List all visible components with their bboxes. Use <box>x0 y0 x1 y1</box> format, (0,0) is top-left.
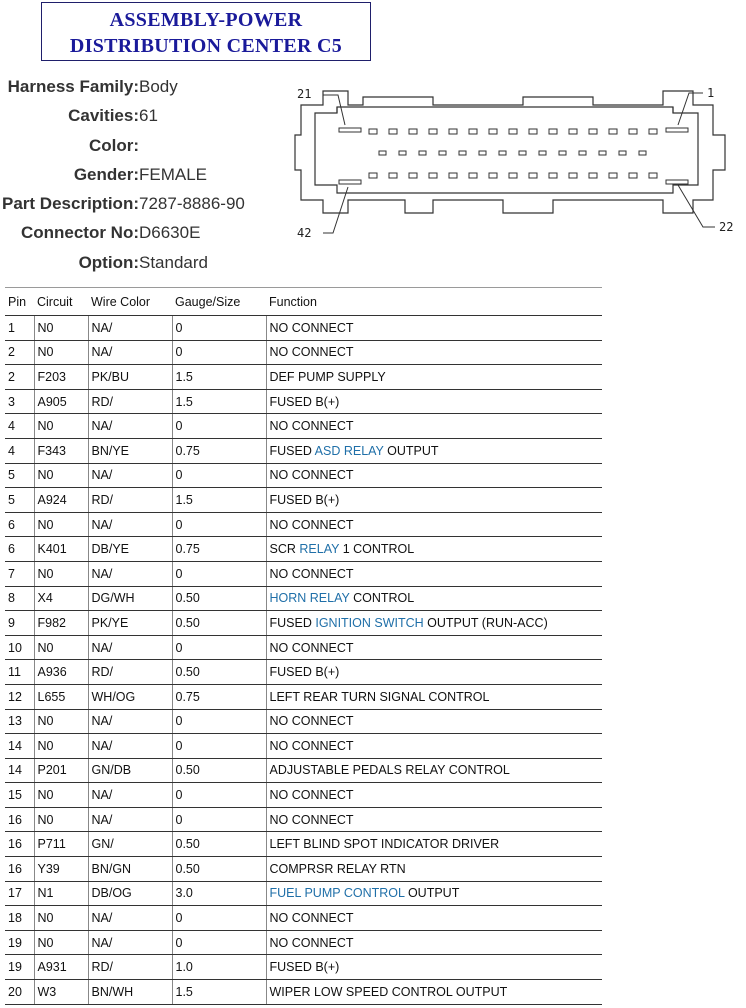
wire-color-cell: NA/ <box>88 561 172 586</box>
diagram-label-22: 22 <box>719 220 734 234</box>
function-cell <box>266 734 602 759</box>
cavity <box>509 173 517 178</box>
cavity <box>529 173 537 178</box>
pin-cell: 4 <box>5 414 34 439</box>
function-text: OUTPUT (RUN-ACC) <box>423 615 548 630</box>
function-text: WIPER LOW SPEED CONTROL OUTPUT <box>269 984 508 999</box>
table-row <box>5 635 602 660</box>
pin-cell: 3 <box>5 389 34 414</box>
circuit-cell: N0 <box>34 783 88 808</box>
table-row <box>5 684 602 709</box>
circuit-cell: F982 <box>34 611 88 636</box>
gauge-cell: 0.75 <box>172 684 266 709</box>
function-cell <box>266 832 602 857</box>
pin-cell: 15 <box>5 783 34 808</box>
wire-color-cell: BN/WH <box>88 980 172 1005</box>
function-text: NO CONNECT <box>269 788 354 803</box>
table-row <box>5 463 602 488</box>
function-text: NO CONNECT <box>269 419 354 434</box>
function-link[interactable]: IGNITION SWITCH <box>315 615 424 630</box>
function-cell <box>266 316 602 341</box>
title-line-1: ASSEMBLY-POWER <box>109 9 303 31</box>
pin-cell: 16 <box>5 807 34 832</box>
gauge-cell: 0 <box>172 734 266 759</box>
gauge-cell: 0 <box>172 463 266 488</box>
info-row-connector-no: Connector No:D6630E <box>20 223 201 243</box>
pin-cell: 13 <box>5 709 34 734</box>
pin-cell: 19 <box>5 955 34 980</box>
cavity <box>469 129 477 134</box>
circuit-cell: K401 <box>34 537 88 562</box>
function-text: NO CONNECT <box>269 640 354 655</box>
table-row <box>5 980 602 1005</box>
gauge-cell: 0.50 <box>172 611 266 636</box>
gauge-cell: 0 <box>172 340 266 365</box>
circuit-cell: A905 <box>34 389 88 414</box>
cavity <box>609 173 617 178</box>
wire-color-cell: NA/ <box>88 709 172 734</box>
cavity <box>499 151 506 155</box>
gauge-cell: 0 <box>172 906 266 931</box>
function-text: NO CONNECT <box>269 345 354 360</box>
cavity <box>559 151 566 155</box>
table-row <box>5 316 602 341</box>
gauge-cell: 0 <box>172 316 266 341</box>
circuit-cell: N0 <box>34 930 88 955</box>
wire-color-cell: NA/ <box>88 783 172 808</box>
table-row <box>5 955 602 980</box>
pin-cell: 14 <box>5 734 34 759</box>
diagram-label-21: 21 <box>297 87 312 101</box>
function-text: OUTPUT <box>383 443 439 458</box>
gauge-cell: 0 <box>172 635 266 660</box>
header-pin: Pin <box>5 288 34 316</box>
gauge-cell: 0 <box>172 783 266 808</box>
wire-color-cell: NA/ <box>88 635 172 660</box>
table-row <box>5 857 602 882</box>
pin-cell: 19 <box>5 930 34 955</box>
wire-color-cell: GN/ <box>88 832 172 857</box>
cavity <box>449 173 457 178</box>
cavity <box>369 129 377 134</box>
table-row <box>5 414 602 439</box>
table-row <box>5 611 602 636</box>
cavity <box>579 151 586 155</box>
function-cell <box>266 414 602 439</box>
table-row <box>5 512 602 537</box>
circuit-cell: P711 <box>34 832 88 857</box>
circuit-cell: N0 <box>34 709 88 734</box>
wire-color-cell: NA/ <box>88 930 172 955</box>
cavity <box>639 151 646 155</box>
function-text: FUSED B(+) <box>269 492 340 507</box>
cavity <box>489 129 497 134</box>
function-text: LEFT BLIND SPOT INDICATOR DRIVER <box>269 837 500 852</box>
wire-color-cell: DG/WH <box>88 586 172 611</box>
function-text: DEF PUMP SUPPLY <box>269 369 386 384</box>
wire-color-cell: PK/YE <box>88 611 172 636</box>
table-row <box>5 586 602 611</box>
function-cell <box>266 340 602 365</box>
table-row <box>5 709 602 734</box>
table-row <box>5 832 602 857</box>
table-row <box>5 438 602 463</box>
wire-color-cell: GN/DB <box>88 758 172 783</box>
pin-cell: 16 <box>5 857 34 882</box>
pin-cell: 14 <box>5 758 34 783</box>
title-line-2: DISTRIBUTION CENTER C5 <box>69 35 343 57</box>
cavity <box>649 129 657 134</box>
function-text: FUSED <box>269 443 315 458</box>
gauge-cell: 0.50 <box>172 832 266 857</box>
circuit-cell: A931 <box>34 955 88 980</box>
wire-color-cell: NA/ <box>88 512 172 537</box>
gauge-cell: 0.50 <box>172 586 266 611</box>
cavity <box>529 129 537 134</box>
circuit-cell: N0 <box>34 635 88 660</box>
function-text: SCR <box>269 542 300 557</box>
function-text: CONTROL <box>349 591 415 606</box>
pin-cell: 2 <box>5 340 34 365</box>
gauge-cell: 0 <box>172 414 266 439</box>
cavity <box>449 129 457 134</box>
pin-cell: 5 <box>5 488 34 513</box>
table-row <box>5 340 602 365</box>
cavity <box>409 129 417 134</box>
function-text: NO CONNECT <box>269 911 354 926</box>
function-text: FUSED B(+) <box>269 394 340 409</box>
wire-color-cell: RD/ <box>88 389 172 414</box>
circuit-cell: N0 <box>34 414 88 439</box>
circuit-cell: A924 <box>34 488 88 513</box>
function-text: FUSED <box>269 615 316 630</box>
diagram-label-42: 42 <box>297 226 312 240</box>
cavity <box>629 129 637 134</box>
cavity <box>369 173 377 178</box>
function-cell <box>266 537 602 562</box>
function-cell <box>266 783 602 808</box>
gauge-cell: 1.5 <box>172 365 266 390</box>
function-link[interactable]: HORN RELAY <box>269 591 350 606</box>
info-row-option: Option:Standard <box>78 252 208 272</box>
circuit-cell: F343 <box>34 438 88 463</box>
cavity <box>569 173 577 178</box>
function-cell <box>266 955 602 980</box>
cavity <box>629 173 637 178</box>
function-text: NO CONNECT <box>269 935 354 950</box>
info-row-part-description: Part Description:7287-8886-90 <box>2 194 245 214</box>
cavity <box>569 129 577 134</box>
cavity <box>409 173 417 178</box>
function-text: 1 CONTROL <box>339 542 415 557</box>
function-text: NO CONNECT <box>269 812 354 827</box>
gauge-cell: 0 <box>172 807 266 832</box>
table-row <box>5 488 602 513</box>
cavity <box>379 151 386 155</box>
wire-color-cell: BN/YE <box>88 438 172 463</box>
wire-color-cell: NA/ <box>88 340 172 365</box>
circuit-cell: N0 <box>34 807 88 832</box>
function-cell <box>266 586 602 611</box>
function-text: ADJUSTABLE PEDALS RELAY CONTROL <box>269 763 510 778</box>
info-row-gender: Gender:FEMALE <box>73 164 208 184</box>
gauge-cell: 0 <box>172 512 266 537</box>
cavity <box>589 173 597 178</box>
function-text: NO CONNECT <box>269 468 354 483</box>
table-row <box>5 734 602 759</box>
table-row <box>5 783 602 808</box>
function-cell <box>266 906 602 931</box>
gauge-cell: 0 <box>172 709 266 734</box>
circuit-cell: L655 <box>34 684 88 709</box>
table-row <box>5 365 602 390</box>
table-row <box>5 881 602 906</box>
table-row <box>5 906 602 931</box>
wire-color-cell: DB/OG <box>88 881 172 906</box>
wire-color-cell: NA/ <box>88 734 172 759</box>
function-text: OUTPUT <box>404 886 460 901</box>
cavity <box>619 151 626 155</box>
gauge-cell: 0.50 <box>172 758 266 783</box>
function-cell <box>266 857 602 882</box>
pin-cell: 5 <box>5 463 34 488</box>
document-title-box <box>41 2 371 61</box>
pin-cell: 2 <box>5 365 34 390</box>
function-text: NO CONNECT <box>269 320 354 335</box>
info-row-color: Color: <box>88 135 139 155</box>
function-cell <box>266 488 602 513</box>
circuit-cell: W3 <box>34 980 88 1005</box>
header-function: Function <box>266 288 602 316</box>
cavity <box>439 151 446 155</box>
cavity <box>429 129 437 134</box>
gauge-cell: 1.5 <box>172 389 266 414</box>
pin-cell: 9 <box>5 611 34 636</box>
circuit-cell: F203 <box>34 365 88 390</box>
circuit-cell: N0 <box>34 340 88 365</box>
gauge-cell: 0 <box>172 930 266 955</box>
pin-cell: 1 <box>5 316 34 341</box>
wire-color-cell: NA/ <box>88 807 172 832</box>
header-gauge-size: Gauge/Size <box>172 288 266 316</box>
table-row <box>5 561 602 586</box>
circuit-cell: X4 <box>34 586 88 611</box>
pin-cell: 12 <box>5 684 34 709</box>
circuit-cell: N0 <box>34 734 88 759</box>
pin-cell: 8 <box>5 586 34 611</box>
gauge-cell: 0.50 <box>172 660 266 685</box>
pin-cell: 18 <box>5 906 34 931</box>
function-text: LEFT REAR TURN SIGNAL CONTROL <box>269 689 490 704</box>
circuit-cell: N1 <box>34 881 88 906</box>
wire-color-cell: RD/ <box>88 488 172 513</box>
pin-cell: 20 <box>5 980 34 1005</box>
connector-face-diagram <box>293 85 743 245</box>
function-cell <box>266 980 602 1005</box>
pinout-table <box>5 287 602 1005</box>
function-cell <box>266 930 602 955</box>
pin-cell: 6 <box>5 512 34 537</box>
function-cell <box>266 807 602 832</box>
table-row <box>5 660 602 685</box>
info-row-cavities: Cavities:61 <box>68 106 158 126</box>
wire-color-cell: RD/ <box>88 955 172 980</box>
circuit-cell: Y39 <box>34 857 88 882</box>
wire-color-cell: BN/GN <box>88 857 172 882</box>
function-text: FUSED B(+) <box>269 665 340 680</box>
cavity <box>649 173 657 178</box>
wire-color-cell: PK/BU <box>88 365 172 390</box>
function-cell <box>266 758 602 783</box>
cavity <box>469 173 477 178</box>
wire-color-cell: NA/ <box>88 414 172 439</box>
table-row <box>5 537 602 562</box>
diagram-label-1: 1 <box>707 86 715 100</box>
circuit-cell: N0 <box>34 316 88 341</box>
function-cell <box>266 660 602 685</box>
cavity <box>549 173 557 178</box>
gauge-cell: 1.5 <box>172 980 266 1005</box>
circuit-cell: N0 <box>34 463 88 488</box>
gauge-cell: 0.50 <box>172 857 266 882</box>
cavity <box>609 129 617 134</box>
gauge-cell: 1.5 <box>172 488 266 513</box>
wire-color-cell: RD/ <box>88 660 172 685</box>
function-cell <box>266 512 602 537</box>
function-cell <box>266 635 602 660</box>
wire-color-cell: NA/ <box>88 906 172 931</box>
pin-cell: 16 <box>5 832 34 857</box>
cavity <box>399 151 406 155</box>
circuit-cell: P201 <box>34 758 88 783</box>
cavity <box>599 151 606 155</box>
pin-cell: 6 <box>5 537 34 562</box>
info-row-harness-family: Harness Family:Body <box>7 77 178 96</box>
table-row <box>5 930 602 955</box>
function-cell <box>266 389 602 414</box>
function-cell <box>266 684 602 709</box>
pin-cell: 10 <box>5 635 34 660</box>
gauge-cell: 0.75 <box>172 537 266 562</box>
connector-info <box>0 72 290 277</box>
function-text: NO CONNECT <box>269 714 354 729</box>
circuit-cell: N0 <box>34 906 88 931</box>
function-cell <box>266 881 602 906</box>
cavity <box>429 173 437 178</box>
table-row <box>5 807 602 832</box>
function-cell <box>266 709 602 734</box>
wire-color-cell: WH/OG <box>88 684 172 709</box>
cavity <box>459 151 466 155</box>
pin-cell: 7 <box>5 561 34 586</box>
cavity <box>589 129 597 134</box>
table-row <box>5 389 602 414</box>
function-cell <box>266 611 602 636</box>
pin-cell: 17 <box>5 881 34 906</box>
function-cell <box>266 365 602 390</box>
gauge-cell: 1.0 <box>172 955 266 980</box>
function-text: COMPRSR RELAY RTN <box>269 861 406 876</box>
function-text: NO CONNECT <box>269 517 354 532</box>
function-cell <box>266 438 602 463</box>
gauge-cell: 0.75 <box>172 438 266 463</box>
wire-color-cell: NA/ <box>88 463 172 488</box>
circuit-cell: N0 <box>34 512 88 537</box>
wire-color-cell: NA/ <box>88 316 172 341</box>
function-link[interactable]: ASD RELAY <box>314 443 384 458</box>
cavity <box>509 129 517 134</box>
function-cell <box>266 463 602 488</box>
function-text: NO CONNECT <box>269 738 354 753</box>
wire-color-cell: DB/YE <box>88 537 172 562</box>
gauge-cell: 0 <box>172 561 266 586</box>
pin-cell: 11 <box>5 660 34 685</box>
cavity <box>489 173 497 178</box>
function-cell <box>266 561 602 586</box>
gauge-cell: 3.0 <box>172 881 266 906</box>
function-text: NO CONNECT <box>269 566 354 581</box>
header-circuit: Circuit <box>34 288 88 316</box>
cavity <box>479 151 486 155</box>
header-wire-color: Wire Color <box>88 288 172 316</box>
function-text: FUSED B(+) <box>269 960 340 975</box>
circuit-cell: A936 <box>34 660 88 685</box>
circuit-cell: N0 <box>34 561 88 586</box>
table-header-row <box>5 288 602 316</box>
function-link[interactable]: RELAY <box>299 542 340 557</box>
cavity <box>549 129 557 134</box>
cavity <box>419 151 426 155</box>
function-link[interactable]: FUEL PUMP CONTROL <box>269 886 405 901</box>
cavity <box>539 151 546 155</box>
cavity <box>389 173 397 178</box>
cavity <box>389 129 397 134</box>
pin-cell: 4 <box>5 438 34 463</box>
cavity <box>519 151 526 155</box>
table-row <box>5 758 602 783</box>
